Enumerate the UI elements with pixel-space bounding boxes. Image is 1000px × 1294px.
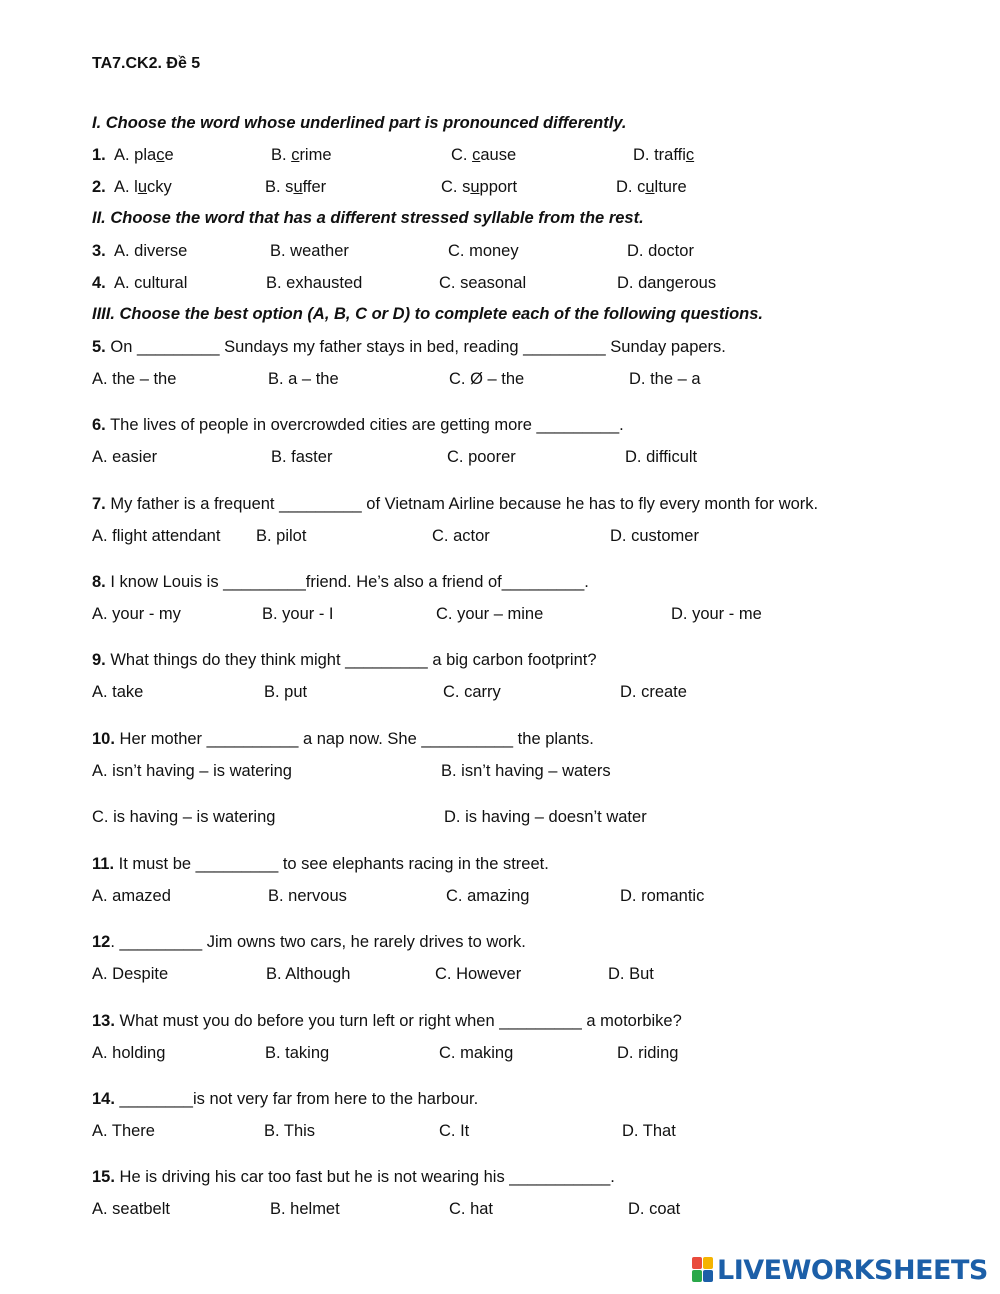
question-14 <box>92 1089 478 1109</box>
q7-option-d[interactable]: D. customer <box>610 527 699 545</box>
section-heading-multiple-choice: IIII. Choose the best option (A, B, C or D) to complete each of the following questions. <box>92 305 764 323</box>
question-8 <box>92 572 589 592</box>
q8-option-c[interactable]: C. your – mine <box>436 605 544 623</box>
q13-option-d[interactable]: D. riding <box>617 1044 679 1062</box>
question-text: Her mother __________ a nap now. She __________ the plants. <box>119 730 594 748</box>
liveworksheets-mark-icon <box>692 1257 714 1283</box>
question-2 <box>92 177 106 197</box>
q11-option-c[interactable]: C. amazing <box>446 887 530 905</box>
q13-option-a[interactable]: A. holding <box>92 1044 166 1062</box>
section-heading-stress: II. Choose the word that has a different stressed syllable from the rest. <box>92 209 644 227</box>
question-9 <box>92 650 597 670</box>
question-3 <box>92 241 106 261</box>
question-number: 1. <box>92 146 106 164</box>
q1-option-a[interactable]: A. place <box>114 146 174 164</box>
question-4 <box>92 273 106 293</box>
question-number: 15. <box>92 1168 115 1186</box>
q10-option-a[interactable]: A. isn’t having – is watering <box>92 762 292 780</box>
q12-option-a[interactable]: A. Despite <box>92 965 169 983</box>
q2-option-b[interactable]: B. suffer <box>265 178 327 196</box>
q14-option-a[interactable]: A. There <box>92 1122 155 1140</box>
q9-option-c[interactable]: C. carry <box>443 683 501 701</box>
q12-option-c[interactable]: C. However <box>435 965 522 983</box>
q13-option-c[interactable]: C. making <box>439 1044 514 1062</box>
question-number: 12 <box>92 933 111 951</box>
q13-option-b[interactable]: B. taking <box>265 1044 330 1062</box>
question-12 <box>92 932 526 952</box>
q15-option-d[interactable]: D. coat <box>628 1200 681 1218</box>
q9-option-a[interactable]: A. take <box>92 683 144 701</box>
question-number: 6. <box>92 416 106 434</box>
q2-option-c[interactable]: C. support <box>441 178 518 196</box>
question-number: 8. <box>92 573 106 591</box>
page-title: TA7.CK2. Đề 5 <box>92 55 201 72</box>
q4-option-a[interactable]: A. cultural <box>114 274 188 292</box>
brand-name: LIVEWORKSHEETS <box>717 1254 988 1286</box>
q14-option-c[interactable]: C. It <box>439 1122 470 1140</box>
q1-option-d[interactable]: D. traffic <box>633 146 695 164</box>
question-text: What must you do before you turn left or right when _________ a motorbike? <box>119 1012 682 1030</box>
question-number: 13. <box>92 1012 115 1030</box>
q5-option-b[interactable]: B. a – the <box>268 370 339 388</box>
q2-option-a[interactable]: A. lucky <box>114 178 172 196</box>
q1-option-c[interactable]: C. cause <box>451 146 517 164</box>
section-heading-pronunciation: I. Choose the word whose underlined part is pronounced differently. <box>92 114 627 132</box>
question-text: My father is a frequent _________ of Vietnam Airline because he has to fly every month for work. <box>110 495 819 513</box>
q2-option-d[interactable]: D. culture <box>616 178 687 196</box>
q9-option-b[interactable]: B. put <box>264 683 308 701</box>
q1-option-b[interactable]: B. crime <box>271 146 332 164</box>
question-number: 10. <box>92 730 115 748</box>
q10-option-d[interactable]: D. is having – doesn’t water <box>444 808 647 826</box>
question-text: He is driving his car too fast but he is not wearing his ___________. <box>119 1168 615 1186</box>
q14-option-d[interactable]: D. That <box>622 1122 676 1140</box>
question-10 <box>92 729 594 749</box>
q11-option-d[interactable]: D. romantic <box>620 887 705 905</box>
q3-option-c[interactable]: C. money <box>448 242 519 260</box>
q4-option-d[interactable]: D. dangerous <box>617 274 717 292</box>
question-number: 4. <box>92 274 106 292</box>
q11-option-b[interactable]: B. nervous <box>268 887 347 905</box>
q14-option-b[interactable]: B. This <box>264 1122 316 1140</box>
question-text: I know Louis is _________friend. He’s also a friend of_________. <box>110 573 589 591</box>
question-text: . _________ Jim owns two cars, he rarely drives to work. <box>110 933 526 951</box>
q15-option-b[interactable]: B. helmet <box>270 1200 340 1218</box>
question-13 <box>92 1011 682 1031</box>
q3-option-d[interactable]: D. doctor <box>627 242 694 260</box>
q6-option-d[interactable]: D. difficult <box>625 448 698 466</box>
q3-option-b[interactable]: B. weather <box>270 242 349 260</box>
question-number: 3. <box>92 242 106 260</box>
q7-option-c[interactable]: C. actor <box>432 527 490 545</box>
question-number: 5. <box>92 338 106 356</box>
q7-option-a[interactable]: A. flight attendant <box>92 527 221 545</box>
q3-option-a[interactable]: A. diverse <box>114 242 188 260</box>
question-6 <box>92 415 624 435</box>
question-text: It must be _________ to see elephants racing in the street. <box>118 855 549 873</box>
q6-option-c[interactable]: C. poorer <box>447 448 516 466</box>
q7-option-b[interactable]: B. pilot <box>256 527 307 545</box>
question-number: 7. <box>92 495 106 513</box>
q15-option-a[interactable]: A. seatbelt <box>92 1200 170 1218</box>
q6-option-a[interactable]: A. easier <box>92 448 158 466</box>
q12-option-b[interactable]: B. Although <box>266 965 351 983</box>
question-text: What things do they think might _________ a big carbon footprint? <box>110 651 597 669</box>
question-number: 11. <box>92 855 115 873</box>
question-text: On _________ Sundays my father stays in bed, reading _________ Sunday papers. <box>110 338 726 356</box>
q5-option-d[interactable]: D. the – a <box>629 370 701 388</box>
q10-option-c[interactable]: C. is having – is watering <box>92 808 276 826</box>
q5-option-a[interactable]: A. the – the <box>92 370 177 388</box>
question-text: ________is not very far from here to the harbour. <box>119 1090 479 1108</box>
question-5 <box>92 337 726 357</box>
question-number: 14. <box>92 1090 115 1108</box>
liveworksheets-logo <box>692 1253 988 1287</box>
q11-option-a[interactable]: A. amazed <box>92 887 171 905</box>
q9-option-d[interactable]: D. create <box>620 683 687 701</box>
question-15 <box>92 1167 615 1187</box>
question-7 <box>92 494 818 514</box>
q6-option-b[interactable]: B. faster <box>271 448 333 466</box>
q8-option-a[interactable]: A. your - my <box>92 605 181 623</box>
question-number: 9. <box>92 651 106 669</box>
q5-option-c[interactable]: C. Ø – the <box>449 370 525 388</box>
question-number: 2. <box>92 178 106 196</box>
q12-option-d[interactable]: D. But <box>608 965 654 983</box>
question-11 <box>92 854 549 874</box>
q8-option-d[interactable]: D. your - me <box>671 605 762 623</box>
q8-option-b[interactable]: B. your - I <box>262 605 334 623</box>
question-text: The lives of people in overcrowded cities are getting more _________. <box>110 416 624 434</box>
question-1 <box>92 145 106 165</box>
q10-option-b[interactable]: B. isn’t having – waters <box>441 762 611 780</box>
q4-option-b[interactable]: B. exhausted <box>266 274 363 292</box>
q4-option-c[interactable]: C. seasonal <box>439 274 527 292</box>
q15-option-c[interactable]: C. hat <box>449 1200 494 1218</box>
